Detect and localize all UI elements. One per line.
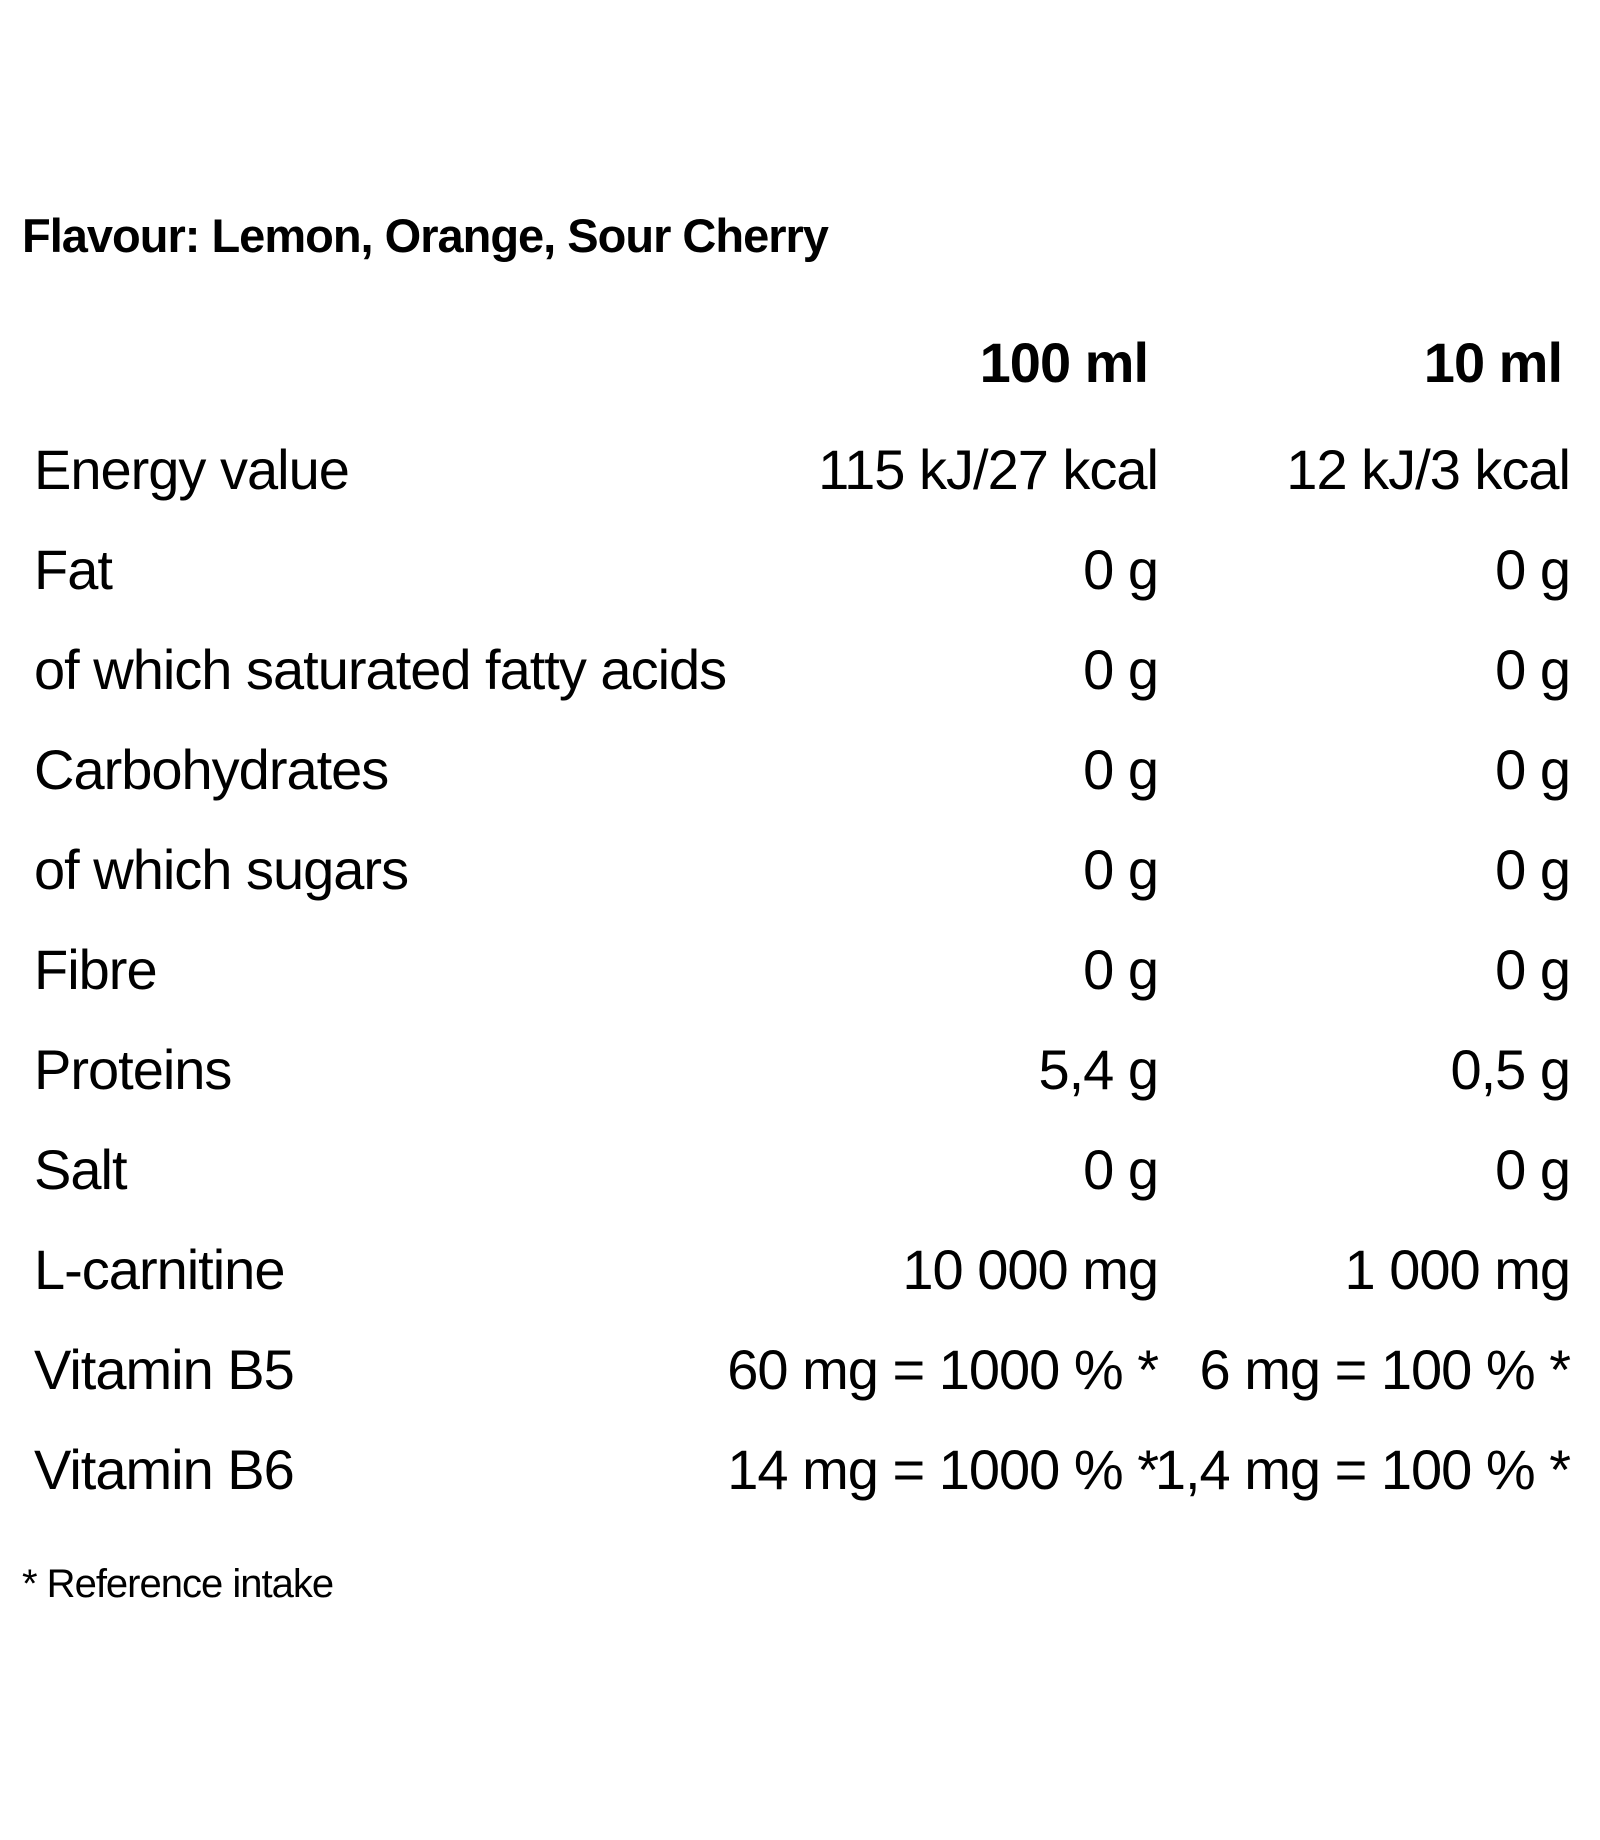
value-10ml: 12 kJ/3 kcal (1286, 438, 1570, 501)
value-10ml: 0 g (1495, 738, 1570, 801)
value-100ml: 0 g (1083, 938, 1158, 1001)
value-100ml: 5,4 g (1038, 1038, 1158, 1101)
row-label: of which sugars (34, 838, 409, 901)
table-row (0, 820, 1600, 920)
value-100ml: 0 g (1083, 1138, 1158, 1201)
value-10ml: 1 000 mg (1344, 1238, 1570, 1301)
column-header-100ml: 100 ml (979, 331, 1148, 394)
column-header-10ml: 10 ml (1423, 331, 1562, 394)
row-label: Fibre (34, 938, 157, 1001)
row-label: Fat (34, 538, 112, 601)
flavour-heading: Flavour: Lemon, Orange, Sour Cherry (22, 209, 828, 262)
row-label: L-carnitine (34, 1238, 285, 1301)
value-100ml: 10 000 mg (902, 1238, 1158, 1301)
table-row (0, 620, 1600, 720)
value-10ml: 6 mg = 100 % * (1199, 1338, 1570, 1401)
table-row (0, 520, 1600, 620)
value-10ml: 1,4 mg = 100 % * (1154, 1438, 1570, 1501)
value-100ml: 0 g (1083, 738, 1158, 801)
row-label: Energy value (34, 438, 349, 501)
value-10ml: 0,5 g (1450, 1038, 1570, 1101)
value-10ml: 0 g (1495, 638, 1570, 701)
table-row (0, 1420, 1600, 1520)
table-row (0, 1320, 1600, 1420)
value-10ml: 0 g (1495, 1138, 1570, 1201)
table-row (0, 1120, 1600, 1220)
table-row (0, 920, 1600, 1020)
value-100ml: 0 g (1083, 538, 1158, 601)
value-100ml: 0 g (1083, 838, 1158, 901)
value-100ml: 0 g (1083, 638, 1158, 701)
row-label: of which saturated fatty acids (34, 638, 727, 701)
table-row (0, 1020, 1600, 1120)
value-10ml: 0 g (1495, 538, 1570, 601)
row-label: Proteins (34, 1038, 232, 1101)
row-label: Salt (34, 1138, 127, 1201)
value-100ml: 60 mg = 1000 % * (727, 1338, 1158, 1401)
value-10ml: 0 g (1495, 838, 1570, 901)
row-label: Vitamin B5 (34, 1338, 294, 1401)
table-row (0, 1220, 1600, 1320)
reference-intake-footnote: * Reference intake (22, 1562, 334, 1606)
value-10ml: 0 g (1495, 938, 1570, 1001)
value-100ml: 115 kJ/27 kcal (818, 438, 1158, 501)
table-row (0, 720, 1600, 820)
table-row (0, 420, 1600, 520)
value-100ml: 14 mg = 1000 % * (727, 1438, 1158, 1501)
row-label: Vitamin B6 (34, 1438, 294, 1501)
row-label: Carbohydrates (34, 738, 389, 801)
